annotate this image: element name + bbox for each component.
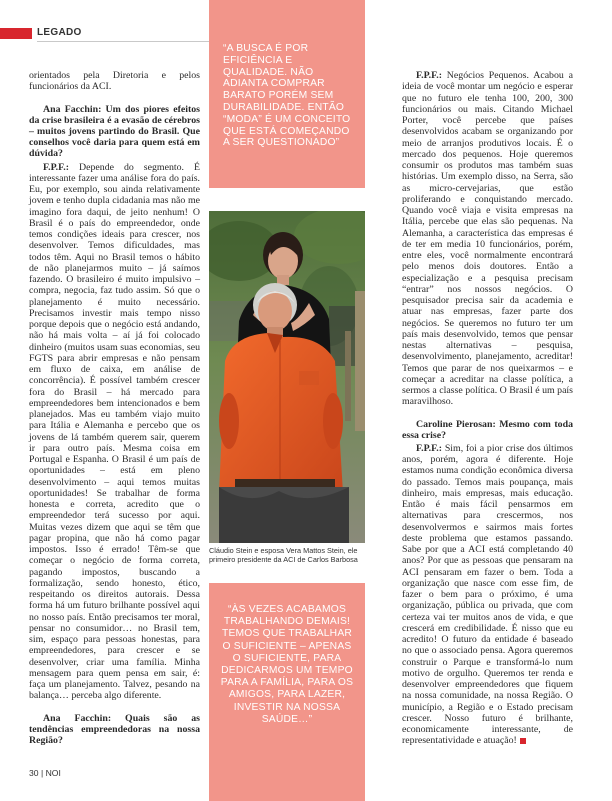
section-marker	[0, 28, 32, 39]
pull-quote-bottom	[209, 583, 365, 801]
section-divider	[37, 41, 209, 42]
right-answer-2-text: Sim, foi a pior crise dos últimos anos, porém, agora é diferente. Hoje estamos numa condição econômica diversa do passado. Temos mais poupança, mais dinheiro, mais empresas, mais educação. Então é mais fácil pensarmos em alternativas para crescermos, nos desenvolvermos e sairmos mais fortes deste problema que estamos passando. Sabe por que a ACI está completando 40 anos? Por que as pessoas que pensaram na ACI pensaram em fazer o bem. Toda a organização que nasce com esse fim, de fazer o bem para o próximo, é uma organização, pública ou privada, que com certeza vai ter muitos anos de vida, e que crescerá em credibilidade. É nisso que eu acredito! O futuro da entidade é baseado no que o associado pensa. Agora queremos construir o Parque e transformá-lo num motivo de orgulho. Queremos ter renda e desenvolver empreendedores que fiquem na nossa comunidade, na nossa Região. O município, a Região e o Estado precisam crescer. Nosso futuro é brilhante, economicamente interessante, de representatividade e atuação!	[402, 442, 574, 747]
left-answer-1-text: Depende do segmento. É interessante fazer uma análise fora do país. Eu, por exemplo, sou ainda relativamente jovem e tenho dupla cidadania mas não me imagino fora daqui, de jeito nenhum! O Brasil é o país do empreendedor, onde temos condições ideais para crescer, nos desenvolver. Temos dificuldades, mas todos têm. Aqui no Brasil temos o hábito de não planejarmos muito – já saímos fazendo. O brasileiro é muito impulsivo – compra, negocia, faz tudo assim. Só que o planejamento é muito necessário. Precisamos investir mais tempo nisso porque depois que o negócio está andando, não há mais volta – aí já foi colocado dinheiro (muitos usam suas economias, seu FGTS para abrir empresas e não pensam em fluxo de caixa, em análise de concorrência). É possível também crescer fora do Brasil – há mercado para empreendedores bem intencionados e bem planejados. Mas eu também viajo muito para Itália e Alemanha e percebo que os jovens de lá também querem sair, querem ir para outro país. Mesma coisa em Portugal e Espanha. O Brasil é um país de oportunidades – está em pleno desenvolvimento – aqui temos muitas oportunidades! Se trabalhar de forma honesta e correta, acredito que o empreendedor terá sucesso por aqui. Muitas vezes dizem que aqui se têm que pagar propina, que não há como pagar impostos. Isso é errado! Têm-se que começar o negócio de forma correta, pagando impostos, buscando a formalização, sendo honesto, ético, respeitando os direitos autorais. Dessa forma há um futuro brilhante possível aqui no nosso país. Então precisamos ter moral, pensar no consumidor… no Brasil tem, sim, espaço para pessoas honestas, para empreendedores, para crescer e se desenvolver, criar uma família. Minha mensagem para quem pensa em sair, é: faça um planejamento. Talvez, pesando na balança… perceba algo diferente.	[29, 161, 200, 702]
portrait-photo-image	[209, 211, 365, 543]
photo-caption: Cláudio Stein e esposa Vera Mattos Stein, ele primeiro presidente da ACI de Carlos Barbosa	[209, 546, 358, 564]
magazine-name: NOI	[45, 768, 61, 778]
pull-quote-top-text: “A BUSCA É POR EFICIÊNCIA E QUALIDADE. NÃO ADIANTA COMPRAR BARATO PORÉM SEM DURABILIDADE. ENTÃO “MODA” É UM CONCEITO QUE ESTÁ COMEÇANDO A SER QUESTIONADO”	[223, 43, 351, 149]
left-question-1: Ana Facchin: Um dos piores efeitos da crise brasileira é a evasão de cérebros – muitos jovens partindo do Brasil. Que conselhos você daria para quem está em dúvida?	[29, 103, 200, 160]
end-mark	[520, 738, 526, 744]
page-footer	[29, 768, 61, 778]
left-answer-1	[29, 162, 200, 702]
right-column	[402, 70, 573, 747]
speaker-label: F.P.F.:	[43, 161, 69, 173]
right-question-1: Caroline Pierosan: Mesmo com toda essa crise?	[402, 418, 573, 441]
section-label: LEGADO	[37, 27, 82, 38]
portrait-photo	[209, 211, 365, 543]
speaker-label: F.P.F.:	[416, 70, 442, 81]
footer-separator: |	[40, 768, 44, 778]
speaker-label: F.P.F.:	[416, 442, 442, 454]
page-number: 30	[29, 768, 39, 778]
left-column	[29, 70, 200, 748]
right-answer-1	[402, 70, 573, 408]
left-question-2: Ana Facchin: Quais são as tendências empreendedoras na nossa Região?	[29, 712, 200, 746]
pull-quote-top	[209, 0, 365, 188]
right-answer-1-text: Negócios Pequenos. Acabou a ideia de você montar um negócio e esperar que no futuro ele tenha 100, 200, 300 funcionários ou mais. Citando Michael Porter, você percebe que países desenvolvidos acabam se organizando por meio de arranjos produtivos locais. É o mercado dos pequenos. Hoje queremos consumir os produtos mas também suas histórias. Um exemplo disso, na Serra, são as micro-cervejarias, que estão proliferando e conquistando mercado. Quando você viaja e visita empresas na Itália, percebe que elas são pequenas. Na Alemanha, a característica das empresas é de ter em media 10 funcionários, porém, entre eles, você normalmente encontrará pelo menos dois doutores. Então a especialização e a pesquisa precisam “entrar” nos nossos negócios. O pesquisador precisa sair da academia e atuar nas empresas, fazer parte dos negócios. Se queremos no futuro ter um país mais desenvolvido, temos que pensar nestas alternativas – pesquisa, desenvolvimento, planejamento, acreditar! Temos que parar de nos queixarmos – e começar a acreditar na classe política, a sermos a classe política. O Brasil é um país maravilhoso.	[402, 70, 573, 408]
right-answer-2	[402, 443, 573, 747]
left-paragraph-0: orientados pela Diretoria e pelos funcionários da ACI.	[29, 70, 200, 93]
pull-quote-bottom-text: “ÀS VEZES ACABAMOS TRABALHANDO DEMAIS! TEMOS QUE TRABALHAR O SUFICIENTE – APENAS O SUFICIENTE, PARA DEDICARMOS UM TEMPO PARA A FAMÍLIA, PARA OS AMIGOS, PARA LAZER, INVESTIR NA NOSSA SAÚDE…”	[220, 604, 354, 725]
